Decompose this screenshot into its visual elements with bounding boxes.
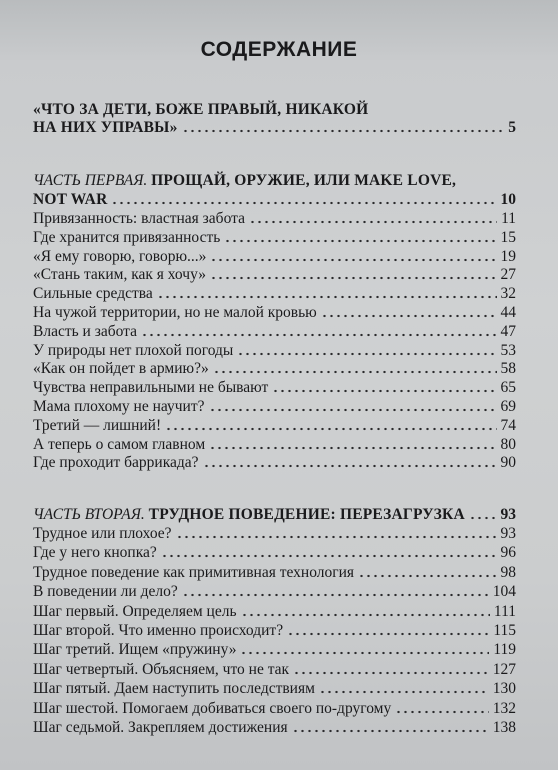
toc-entry-text: Где хранится привязанность	[33, 228, 221, 246]
toc-entry-text: НА НИХ УПРАВЫ»	[33, 119, 178, 136]
part2-title: ТРУДНОЕ ПОВЕДЕНИЕ: ПЕРЕЗАГРУЗКА	[148, 506, 465, 523]
toc-entry-text: Сильные средства	[33, 285, 153, 303]
toc-entry-page: 5	[508, 119, 516, 136]
toc-entry-part2[interactable]	[33, 506, 516, 524]
toc-entry-page: 132	[492, 699, 516, 717]
toc-entry[interactable]	[33, 641, 516, 659]
dot-leader	[203, 464, 497, 468]
toc-entry-text: Привязанность: властная забота	[33, 210, 245, 227]
toc-entry-page: 19	[500, 247, 516, 265]
toc-entry-text: Шаг второй. Что именно происходит?	[33, 622, 284, 639]
part1-label: ЧАСТЬ ПЕРВАЯ.	[33, 172, 148, 189]
toc-entry[interactable]	[33, 379, 516, 397]
toc-entry-text: У природы нет плохой погоды	[33, 341, 234, 359]
dot-leader	[157, 295, 497, 299]
toc-entry[interactable]	[33, 436, 516, 454]
toc-entry[interactable]	[33, 304, 516, 322]
dot-leader	[224, 239, 496, 243]
toc-entry-text: Где у него кнопка?	[33, 544, 157, 562]
toc-entry[interactable]	[33, 564, 516, 582]
toc-entry-text: Мама плохому не научит?	[33, 398, 205, 415]
toc-entry-page: 80	[500, 435, 516, 453]
toc-entry-text: Шаг третий. Ищем «пружину»	[33, 641, 237, 659]
toc-entry[interactable]	[33, 210, 516, 228]
toc-entry[interactable]	[33, 266, 516, 284]
toc-entry-text: На чужой территории, но не малой кровью	[33, 304, 317, 321]
dot-leader	[210, 276, 497, 280]
toc-entry-text: Власть и забота	[33, 322, 137, 340]
dot-leader	[469, 516, 497, 520]
toc-entry-text: Чувства неправильными не бывают	[33, 379, 269, 397]
toc-entry[interactable]	[33, 342, 516, 360]
toc-entry-page: 93	[500, 525, 516, 542]
toc-entry[interactable]	[33, 680, 516, 698]
toc-entry-text: Шаг седьмой. Закрепляем достижения	[33, 719, 288, 736]
toc-entry-page: 69	[500, 398, 516, 415]
toc-entry-text: А теперь о самом главном	[33, 435, 206, 453]
dot-leader	[395, 710, 489, 714]
toc-entry-text: Где проходит баррикада?	[33, 454, 199, 472]
toc-entry-text: Третий — лишний!	[33, 416, 162, 434]
toc-entry[interactable]	[33, 700, 516, 718]
toc-entry-text: «Стань таким, как я хочу»	[33, 266, 206, 284]
toc-entry[interactable]	[33, 229, 516, 247]
dot-leader	[292, 729, 489, 733]
toc-entry[interactable]	[33, 454, 516, 472]
toc-entry[interactable]	[33, 248, 516, 266]
dot-leader	[209, 446, 496, 450]
dot-leader	[358, 574, 496, 578]
toc-entry-page: 119	[493, 641, 516, 659]
toc-entry-page: 111	[493, 602, 516, 620]
toc-entry[interactable]	[33, 360, 516, 378]
dot-leader	[293, 671, 489, 675]
toc-entry-text: Трудное поведение как примитивная технология	[33, 563, 355, 581]
part2-heading	[33, 506, 465, 524]
dot-leader	[111, 201, 496, 205]
toc-entry-page: 130	[492, 680, 516, 698]
toc-entry-page: 10	[500, 191, 516, 208]
toc-entry[interactable]	[33, 544, 516, 562]
toc-entry-page: 65	[500, 379, 516, 397]
part1-title-line2: NOT WAR	[33, 191, 108, 208]
toc-entry-part1[interactable]	[33, 191, 516, 209]
toc-entry-text: Шаг пятый. Даем наступить последствиям	[33, 680, 315, 698]
toc-entry-page: 115	[493, 622, 516, 639]
toc-entry-page: 15	[500, 228, 516, 246]
toc-entry[interactable]	[33, 525, 516, 543]
toc-entry-text: «Как он пойдет в армию?»	[33, 360, 209, 378]
toc-entry-page: 98	[500, 563, 516, 581]
toc-entry[interactable]	[33, 398, 516, 416]
part1-heading	[33, 172, 516, 190]
toc-entry-page: 58	[500, 360, 516, 378]
toc-entry[interactable]	[33, 661, 516, 679]
toc-entry-text: Трудное или плохое?	[33, 525, 172, 542]
toc-entry[interactable]	[33, 583, 516, 601]
toc-entry-page: 93	[500, 506, 516, 523]
toc-entry-text: В поведении ли дело?	[33, 583, 178, 601]
toc-entry-page: 53	[500, 341, 516, 359]
toc-entry[interactable]	[33, 323, 516, 341]
part2-label: ЧАСТЬ ВТОРАЯ.	[33, 506, 145, 523]
toc-entry-page: 127	[492, 660, 516, 678]
dot-leader	[176, 535, 497, 539]
dot-leader	[319, 690, 489, 694]
toc-entry-page: 96	[500, 544, 516, 562]
dot-leader	[237, 352, 496, 356]
toc-entry-text: «Я ему говорю, говорю...»	[33, 247, 207, 265]
toc-entry-page: 90	[500, 454, 516, 472]
dot-leader	[161, 554, 497, 558]
toc-entry-text: Шаг шестой. Помогаем добиваться своего по-другому	[33, 699, 392, 717]
dot-leader	[240, 651, 489, 655]
dot-leader	[141, 333, 497, 337]
dot-leader	[287, 632, 489, 636]
toc-entry-page: 74	[500, 416, 516, 434]
dot-leader	[321, 314, 497, 318]
toc-entry[interactable]	[33, 285, 516, 303]
toc-entry[interactable]	[33, 417, 516, 435]
dot-leader	[249, 220, 497, 224]
dot-leader	[182, 593, 489, 597]
toc-entry-page: 27	[500, 266, 516, 284]
toc-entry[interactable]	[33, 719, 516, 737]
toc-entry-page: 44	[500, 304, 516, 321]
dot-leader	[209, 408, 497, 412]
toc-entry-page: 104	[492, 583, 516, 601]
dot-leader	[272, 389, 496, 393]
intro-heading-line1: «ЧТО ЗА ДЕТИ, БОЖЕ ПРАВЫЙ, НИКАКОЙ	[33, 101, 369, 118]
toc-entry-page: 138	[492, 719, 516, 736]
page-title: СОДЕРЖАНИЕ	[200, 38, 358, 61]
toc-entry-text: Шаг первый. Определяем цель	[33, 602, 237, 620]
dot-leader	[182, 129, 505, 133]
dot-leader	[213, 370, 497, 374]
toc-entry-page: 32	[500, 285, 516, 303]
toc-entry[interactable]	[33, 622, 516, 640]
toc-entry-page: 11	[501, 210, 516, 227]
part1-title-line1: ПРОЩАЙ, ОРУЖИЕ, ИЛИ MAKE LOVE,	[151, 172, 457, 189]
dot-leader	[241, 613, 490, 617]
toc-entry[interactable]	[33, 603, 516, 621]
toc-entry-intro[interactable]	[33, 119, 516, 137]
dot-leader	[165, 427, 496, 431]
toc-entry-page: 47	[500, 322, 516, 340]
dot-leader	[210, 258, 496, 262]
toc-entry-text: Шаг четвертый. Объясняем, что не так	[33, 660, 290, 678]
